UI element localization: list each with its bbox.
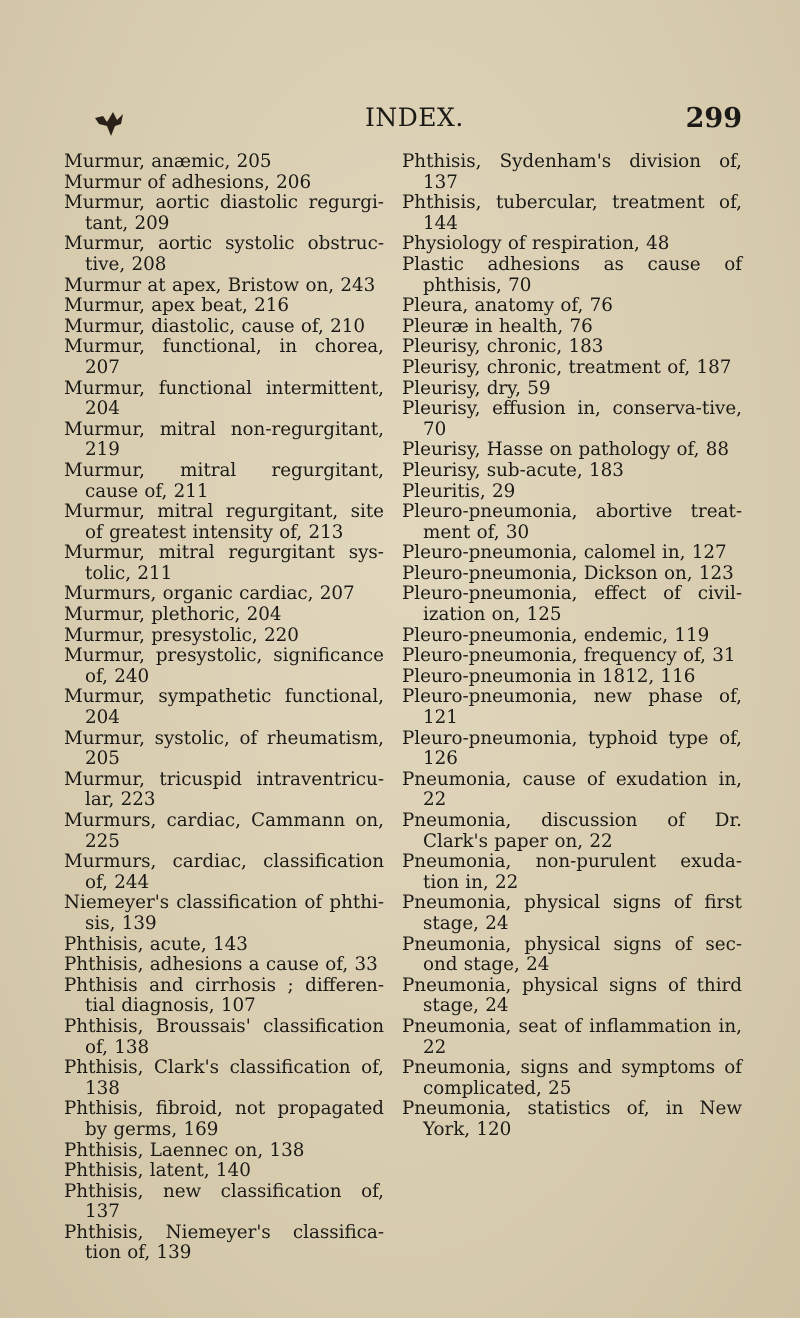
index-entry: Pleura, anatomy of, 76 bbox=[402, 295, 613, 317]
index-entry: Phthisis, tubercular, treatment of, 144 bbox=[402, 192, 742, 234]
index-entry: Pleuro-pneumonia, Dickson on, 123 bbox=[402, 562, 734, 584]
index-entry: Pneumonia, cause of exudation in, 22 bbox=[402, 768, 742, 811]
index-entry: Pleurisy, chronic, treatment of, 187 bbox=[402, 356, 732, 378]
index-entry: Pneumonia, seat of inflammation in, 22 bbox=[402, 1015, 742, 1058]
index-entry: Pleurisy, chronic, 183 bbox=[402, 336, 604, 358]
index-entry: Pleurisy, effusion in, conserva-tive, 70 bbox=[402, 398, 742, 440]
index-title: INDEX. bbox=[365, 103, 464, 132]
index-entry: Phthisis, Niemeyer's classifica-tion of, 139 bbox=[64, 1221, 384, 1264]
index-entry: Pneumonia, physical signs of third stage, 24 bbox=[402, 974, 742, 1017]
index-entry: Murmurs, cardiac, Cammann on, 225 bbox=[64, 810, 384, 852]
index-entry: Physiology of respiration, 48 bbox=[402, 233, 670, 255]
index-entry: Murmur, presystolic, significance of, 240 bbox=[64, 645, 384, 687]
index-entry: Phthisis, Laennec on, 138 bbox=[64, 1139, 305, 1161]
index-entry: Plastic adhesions as cause of phthisis, 70 bbox=[402, 253, 742, 296]
left-index-column bbox=[64, 152, 384, 1264]
index-entry: Pleuro-pneumonia, endemic, 119 bbox=[402, 624, 710, 646]
index-entry: Pleuritis, 29 bbox=[402, 480, 516, 502]
index-entry: Pleuræ in health, 76 bbox=[402, 315, 593, 337]
index-entry: Murmur, diastolic, cause of, 210 bbox=[64, 315, 365, 337]
index-entry: Pneumonia, discussion of Dr. Clark's paper on, 22 bbox=[402, 810, 742, 852]
index-entry: Pleuro-pneumonia in 1812, 116 bbox=[402, 665, 696, 687]
index-entry: Murmurs, cardiac, classification of, 244 bbox=[64, 851, 384, 893]
index-entry: Murmurs, organic cardiac, 207 bbox=[64, 583, 355, 605]
index-entry: Murmur, tricuspid intraventricu-lar, 223 bbox=[64, 768, 384, 811]
index-entry: Murmur, mitral regurgitant, cause of, 211 bbox=[64, 459, 384, 502]
index-entry: Murmur, mitral non-regurgitant, 219 bbox=[64, 418, 384, 461]
index-entry: Pneumonia, physical signs of sec-ond stage, 24 bbox=[402, 933, 742, 976]
index-entry: Phthisis, acute, 143 bbox=[64, 933, 248, 955]
index-entry: Murmur, sympathetic functional, 204 bbox=[64, 686, 384, 729]
index-entry: Pleuro-pneumonia, effect of civil-ization on, 125 bbox=[402, 583, 742, 626]
index-entry: Pneumonia, signs and symptoms of complicated, 25 bbox=[402, 1057, 742, 1099]
index-entry: Murmur, aortic systolic obstruc-tive, 208 bbox=[64, 233, 384, 275]
index-entry: Phthisis, Sydenham's division of, 137 bbox=[402, 151, 742, 193]
page-number: 299 bbox=[685, 103, 742, 134]
index-entry: Pleurisy, sub-acute, 183 bbox=[402, 459, 624, 481]
index-entry: Pleuro-pneumonia, frequency of, 31 bbox=[402, 645, 736, 667]
index-entry: Pleuro-pneumonia, new phase of, 121 bbox=[402, 686, 742, 729]
index-entry: Pleuro-pneumonia, calomel in, 127 bbox=[402, 542, 727, 564]
index-entry: Pneumonia, physical signs of first stage, 24 bbox=[402, 892, 742, 934]
index-entry: Phthisis, latent, 140 bbox=[64, 1160, 251, 1182]
index-entry: Phthisis, fibroid, not propagated by germs, 169 bbox=[64, 1098, 384, 1140]
index-entry: Murmur of adhesions, 206 bbox=[64, 171, 312, 193]
index-entry: Murmur, anæmic, 205 bbox=[64, 151, 272, 172]
index-entry: Pleuro-pneumonia, abortive treat-ment of, 30 bbox=[402, 501, 742, 543]
index-entry: Phthisis, new classification of, 137 bbox=[64, 1180, 384, 1223]
index-entry: Murmur at apex, Bristow on, 243 bbox=[64, 274, 376, 296]
index-entry: Murmur, systolic, of rheumatism, 205 bbox=[64, 727, 384, 770]
index-entry: Murmur, mitral regurgitant, site of greatest intensity of, 213 bbox=[64, 501, 384, 543]
index-entry: Murmur, aortic diastolic regurgi-tant, 209 bbox=[64, 192, 384, 234]
index-entry: Murmur, functional intermittent, 204 bbox=[64, 377, 384, 420]
index-entry: Murmur, presystolic, 220 bbox=[64, 624, 299, 646]
index-entry: Murmur, plethoric, 204 bbox=[64, 604, 282, 626]
index-entry: Phthisis, Broussais' classification of, 138 bbox=[64, 1015, 384, 1058]
running-head bbox=[0, 103, 800, 143]
index-entry: Pleuro-pneumonia, typhoid type of, 126 bbox=[402, 727, 742, 770]
index-entry: Pleurisy, dry, 59 bbox=[402, 377, 551, 399]
index-entry: Murmur, functional, in chorea, 207 bbox=[64, 336, 384, 378]
index-entry: Pleurisy, Hasse on pathology of, 88 bbox=[402, 439, 729, 461]
index-entry: Niemeyer's classification of phthi-sis, 139 bbox=[64, 892, 384, 934]
index-entry: Murmur, apex beat, 216 bbox=[64, 295, 290, 317]
index-entry: Phthisis, adhesions a cause of, 33 bbox=[64, 954, 378, 976]
index-entry: Phthisis, Clark's classification of, 138 bbox=[64, 1057, 384, 1099]
index-entry: Phthisis and cirrhosis ; differen-tial diagnosis, 107 bbox=[64, 974, 384, 1017]
index-entry: Pneumonia, statistics of, in New York, 120 bbox=[402, 1098, 742, 1140]
index-entry: Pneumonia, non-purulent exuda-tion in, 22 bbox=[402, 851, 742, 893]
index-entry: Murmur, mitral regurgitant sys-tolic, 211 bbox=[64, 542, 384, 584]
right-index-column bbox=[402, 152, 742, 1141]
